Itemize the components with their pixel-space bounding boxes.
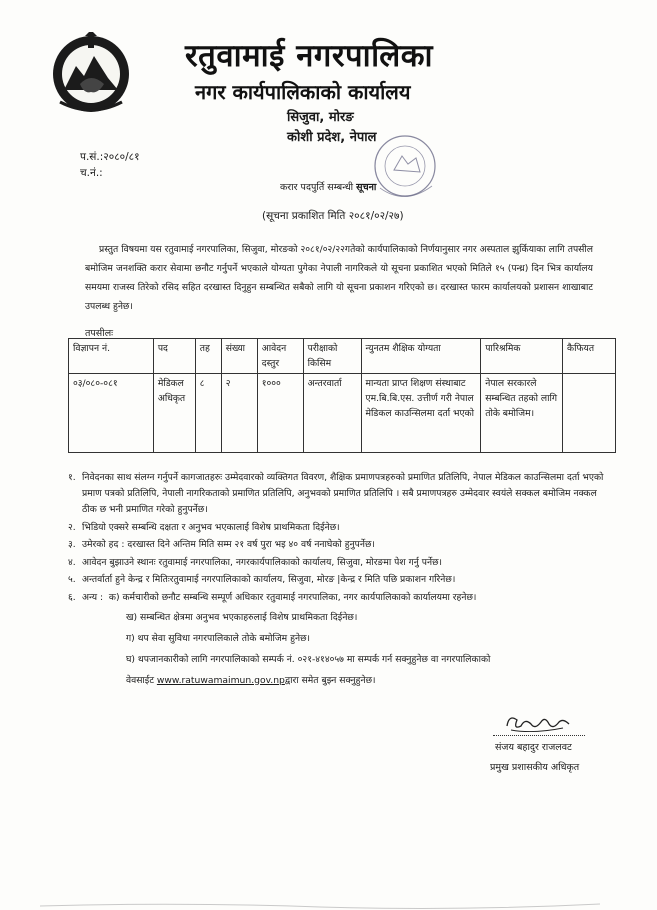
header-count: संख्या	[221, 339, 257, 374]
cell-salary: नेपाल सरकारले सम्बन्धित तहको लागि तोके बमोजिम।	[481, 374, 563, 453]
note-text: भिडियो एक्सरे सम्बन्धि दक्षता र अनुभव भएकालाई विशेष प्राथमिकता दिईनेछ।	[82, 521, 340, 533]
other-item-ga: ग) थप सेवा सुविधा नगरपालिकाले तोके बमोजिम हुनेछ।	[126, 632, 310, 644]
signature	[503, 712, 575, 734]
location-line-1: सिजुवा, मोरङ	[287, 110, 354, 125]
signatory-title: प्रमुख प्रशासकीय अधिकृत	[490, 762, 580, 773]
note-item	[68, 572, 608, 588]
cell-qualification: मान्यता प्राप्त शिक्षण संस्थाबाट एम.बि.बि.एस. उत्तीर्ण गरी नेपाल मेडिकल काउन्सिलमा दर्ता भएको	[361, 374, 481, 453]
table-header-row	[69, 339, 616, 374]
header-level: तह	[195, 339, 221, 374]
header-fee: आवेदन दस्तुर	[257, 339, 303, 374]
cell-count: २	[221, 374, 257, 453]
header-remarks: कैफियत	[563, 339, 616, 374]
intro-paragraph: प्रस्तुत विषयमा यस रतुवामाई नगरपालिका, सिजुवा, मोरङको २०८१/०२/२२गतेको कार्यपालिकाको निर्णयानुसार नगर अस्पताल झुर्कियाका लागि तपसील बमोजिम जनशक्ति करार सेवामा छनौट गर्नुपर्ने भएकाले योग्यता पुगेका नेपाली नागरिकले यो सूचना प्रकाशित भएको मितिले १५ (पन्ध्र) दिन भित्र कार्यालय समयमा राजस्व तिरेको रसिद सहित दरखास्त दिनुहुन सम्बन्धित सबैको लागि यो सूचना प्रकाशन गरिएको छ। दरखास्त फारम कार्यालयको प्रशासन शाखाबाट उपलब्ध हुनेछ।	[85, 244, 593, 312]
government-emblem-logo	[50, 32, 132, 116]
notice-subject	[280, 180, 376, 193]
note-text: आवेदन बुझाउने स्थानः रतुवामाई नगरपालिका, नगरकार्यपालिकाको कार्यालय, सिजुवा, मोरङमा पेश गर्नु पर्नेछ।	[82, 556, 443, 568]
website-suffix: द्वारा समेत बुझ्न सक्नुहुनेछ।	[284, 674, 376, 686]
header-salary: पारिश्रमिक	[481, 339, 563, 374]
cell-exam: अन्तरवार्ता	[303, 374, 361, 453]
official-stamp	[360, 128, 450, 208]
reference-numbers	[80, 149, 140, 181]
chalani-number: च.नं.:	[80, 167, 103, 179]
details-label: तपसीलः	[85, 328, 114, 339]
note-text: निवेदनका साथ संलग्न गर्नुपर्ने कागजातहरुः उम्मेदवारको व्यक्तिगत विवरण, शैक्षिक प्रमाणपत्रहरुको प्रमाणित प्रतिलिपि, नेपाल मेडिकल काउन्सिलमा दर्ता भएको प्रमाण पत्रको प्रतिलिपि, नेपाली नागरिकताको प्रमाणित प्रतिलिपि, अनुभवको प्रमाणित प्रतिलिपि । सबै प्रमाणपत्रहरु उम्मेदवार स्वयंले सक्कल बमोजिम नक्कल ठीक छ भनी प्रमाणित गरेको हुनुपर्नेछ।	[82, 472, 604, 515]
other-item-ka: क) कर्मचारीको छनौट सम्बन्धि सम्पूर्ण अधिकार रतुवामाई नगरपालिका, नगर कार्यपालिकाको कार्यालयमा रहनेछ।	[108, 591, 477, 603]
header-post: पद	[153, 339, 195, 374]
note-text: उमेरको हद : दरखास्त दिने अन्तिम मिति सम्म २१ वर्ष पुरा भइ ४० वर्ष ननाघेको हुनुपर्नेछ।	[82, 539, 375, 550]
note-number: ३.	[68, 539, 76, 550]
subject-prefix: करार पदपुर्ति सम्बन्धी	[280, 182, 357, 193]
website-line	[126, 672, 608, 690]
note-item	[68, 555, 608, 571]
note-text: अन्तर्वार्ता हुने केन्द्र र मितिःरतुवामाई नगरपालिकाको कार्यालय, सिजुवा, मोरङ |केन्द्र र मिति पछि प्रकाशन गरिनेछ।	[82, 574, 456, 585]
cell-level: ८	[195, 374, 221, 453]
subject-emphasis: सूचना	[356, 182, 377, 193]
publication-date: (सूचना प्रकाशित मिति २०८१/०२/२७)	[262, 210, 404, 222]
note-item	[68, 520, 608, 536]
note-other	[68, 590, 608, 606]
header-ad-no: विज्ञापन नं.	[69, 339, 154, 374]
notes-list	[68, 470, 608, 693]
header-exam: परीक्षाको किसिम	[303, 339, 361, 374]
other-item-kha: ख) सम्बन्धित क्षेत्रमा अनुभव भएकाहरुलाई विशेष प्राथमिकता दिईनेछ।	[126, 611, 358, 623]
note-number: ५.	[68, 574, 76, 585]
scan-edge-mark	[40, 898, 600, 910]
cell-ad-no: ०३/०८०-०८१	[69, 374, 154, 453]
note-item	[68, 537, 608, 553]
note-number: १.	[68, 472, 76, 483]
note-number: ४.	[68, 556, 76, 568]
note-item	[68, 470, 608, 518]
cell-fee: १०००	[257, 374, 303, 453]
website-prefix: वेवसाईट	[126, 674, 157, 686]
note-number: ६.	[68, 591, 76, 603]
signature-line	[493, 735, 585, 736]
signatory-name: संजय बहादुर राजलवट	[495, 742, 572, 753]
patra-sankhya: प.सं.:२०८०/८१	[80, 151, 140, 163]
location-line-2: कोशी प्रदेश, नेपाल	[287, 130, 377, 145]
municipality-name: रतुवामाई नगरपालिका	[185, 38, 434, 74]
cell-post: मेडिकल अधिकृत	[153, 374, 195, 453]
header-qualification: न्युनतम शैक्षिक योग्यता	[361, 339, 481, 374]
other-item-gha: घ) थपजानकारीको लागि नगरपालिकाको सम्पर्क नं. ०२१-४१४०५७ मा सम्पर्क गर्न सक्नुहुनेछ वा नगरपालिकाको	[126, 653, 491, 665]
cell-remarks	[563, 374, 616, 453]
vacancy-table	[68, 338, 616, 453]
note-number: २.	[68, 521, 76, 533]
other-label: अन्य :	[82, 591, 104, 603]
website-link[interactable]: www.ratuwamaimun.gov.np	[156, 674, 285, 686]
office-name: नगर कार्यपालिकाको कार्यालय	[195, 80, 411, 104]
table-row	[69, 374, 616, 453]
